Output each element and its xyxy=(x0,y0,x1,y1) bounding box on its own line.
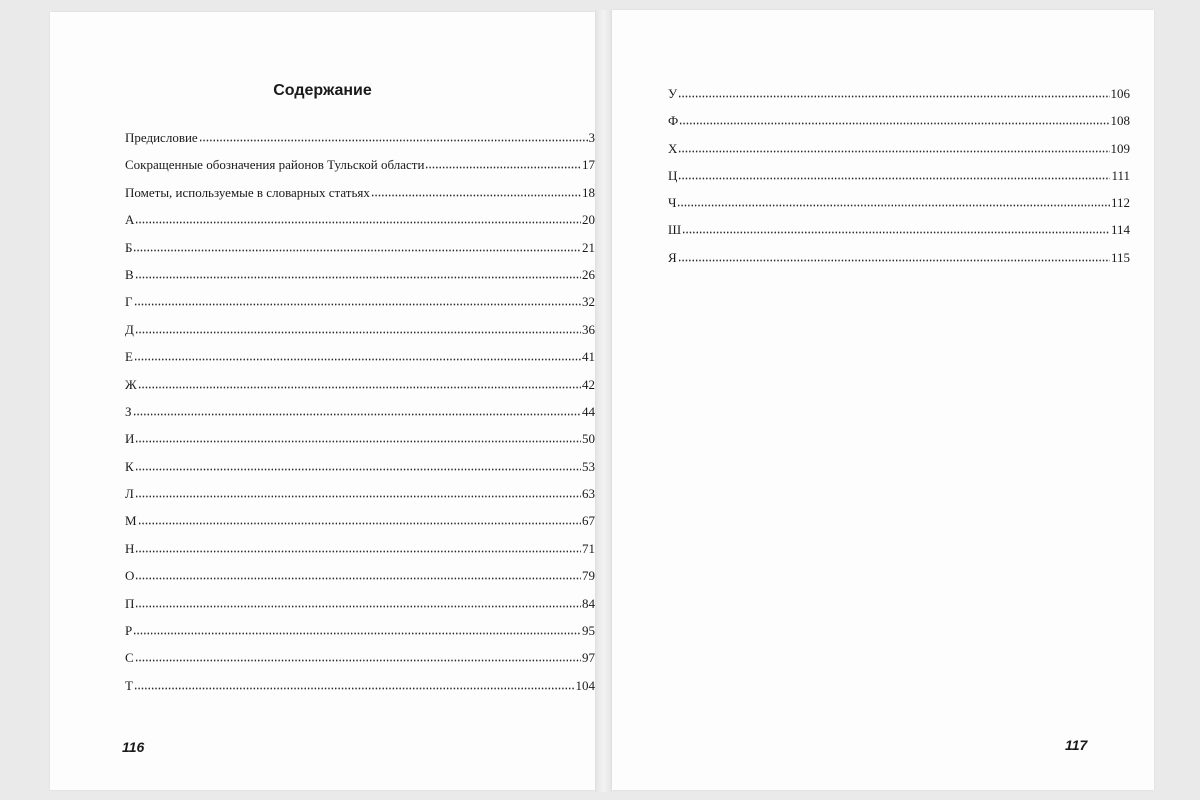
toc-entry xyxy=(668,168,1130,195)
toc-entry-label: Т xyxy=(125,677,133,693)
toc-entry xyxy=(125,596,595,623)
toc-leader-dots xyxy=(135,214,581,224)
toc-entry xyxy=(125,240,595,267)
toc-entry-label: Ф xyxy=(668,113,679,129)
page-number-left: 116 xyxy=(122,739,145,755)
toc-entry-label: Х xyxy=(668,140,678,156)
toc-entry-page: 111 xyxy=(1111,167,1130,183)
toc-entry xyxy=(125,650,595,677)
toc-entry-label: И xyxy=(125,431,135,447)
toc-entry-label: О xyxy=(125,568,135,584)
toc-entry-label: Я xyxy=(668,249,677,265)
toc-entry-page: 41 xyxy=(582,349,595,365)
toc-entry xyxy=(125,267,595,294)
toc-entry-label: М xyxy=(125,513,137,529)
toc-entry xyxy=(125,185,595,212)
toc-entry-page: 95 xyxy=(582,623,595,639)
toc-entry xyxy=(125,459,595,486)
toc-entry-page: 112 xyxy=(1110,195,1130,211)
toc-entry-page: 20 xyxy=(582,212,595,228)
toc-leader-dots xyxy=(425,159,581,169)
toc-entry-page: 18 xyxy=(582,184,595,200)
toc-entry-page: 42 xyxy=(582,376,595,392)
toc-leader-dots xyxy=(133,625,581,635)
toc-entry-page: 53 xyxy=(582,458,595,474)
toc-leader-dots xyxy=(135,543,581,553)
toc-leader-dots xyxy=(135,269,581,279)
toc-entry xyxy=(125,486,595,513)
toc-list-left xyxy=(125,130,595,705)
toc-entry-page: 17 xyxy=(582,157,595,173)
toc-leader-dots xyxy=(371,187,581,197)
toc-entry-page: 79 xyxy=(582,568,595,584)
toc-entry-label: Ж xyxy=(125,376,137,392)
toc-title: Содержание xyxy=(273,82,372,99)
toc-entry-page: 114 xyxy=(1110,222,1130,238)
toc-entry-page: 115 xyxy=(1110,249,1130,265)
toc-entry xyxy=(125,623,595,650)
toc-entry xyxy=(125,212,595,239)
toc-entry xyxy=(668,141,1130,168)
toc-leader-dots xyxy=(199,132,588,142)
toc-entry xyxy=(125,404,595,431)
toc-entry xyxy=(125,513,595,540)
toc-leader-dots xyxy=(135,598,581,608)
toc-entry-label: З xyxy=(125,403,132,419)
toc-entry-label: Д xyxy=(125,321,134,337)
toc-entry xyxy=(125,130,595,157)
toc-entry-label: С xyxy=(125,650,134,666)
toc-entry-page: 108 xyxy=(1110,113,1130,129)
toc-entry-page: 84 xyxy=(582,595,595,611)
toc-leader-dots xyxy=(138,515,581,525)
toc-leader-dots xyxy=(135,324,581,334)
book-gutter xyxy=(595,10,612,792)
toc-leader-dots xyxy=(138,379,581,389)
toc-entry-label: Предисловие xyxy=(125,130,198,145)
toc-entry xyxy=(668,113,1130,140)
toc-entry-label: Р xyxy=(125,623,133,639)
toc-entry xyxy=(125,322,595,349)
toc-entry xyxy=(125,568,595,595)
toc-leader-dots xyxy=(133,406,581,416)
toc-entry xyxy=(668,86,1130,113)
toc-entry xyxy=(125,377,595,404)
toc-leader-dots xyxy=(135,433,581,443)
toc-leader-dots xyxy=(133,242,581,252)
toc-leader-dots xyxy=(679,115,1109,125)
toc-entry-label: Б xyxy=(125,239,133,255)
toc-entry xyxy=(668,250,1130,277)
page-number-right: 117 xyxy=(1065,737,1088,753)
toc-entry xyxy=(125,349,595,376)
toc-entry-page: 109 xyxy=(1110,140,1130,156)
toc-leader-dots xyxy=(135,570,581,580)
toc-leader-dots xyxy=(135,488,581,498)
toc-leader-dots xyxy=(678,88,1109,98)
toc-leader-dots xyxy=(134,296,581,306)
toc-list-right xyxy=(668,86,1130,277)
toc-entry-label: Ц xyxy=(668,167,678,183)
toc-entry-label: П xyxy=(125,595,135,611)
toc-leader-dots xyxy=(135,652,581,662)
toc-entry-page: 104 xyxy=(575,677,595,693)
toc-entry-page: 71 xyxy=(582,540,595,556)
toc-entry-page: 26 xyxy=(582,266,595,282)
toc-leader-dots xyxy=(678,252,1110,262)
toc-entry xyxy=(668,195,1130,222)
toc-entry-page: 106 xyxy=(1110,86,1130,101)
toc-entry xyxy=(125,541,595,568)
toc-leader-dots xyxy=(677,197,1110,207)
toc-entry-page: 3 xyxy=(588,130,595,145)
toc-entry-label: Е xyxy=(125,349,133,365)
toc-entry-label: Н xyxy=(125,540,135,556)
toc-entry-label: Г xyxy=(125,294,133,310)
toc-entry-label: Ш xyxy=(668,222,682,238)
toc-entry xyxy=(125,431,595,458)
toc-leader-dots xyxy=(682,224,1110,234)
toc-entry-page: 50 xyxy=(582,431,595,447)
toc-entry xyxy=(125,294,595,321)
toc-leader-dots xyxy=(134,351,581,361)
toc-leader-dots xyxy=(678,143,1109,153)
toc-entry xyxy=(125,157,595,184)
toc-entry xyxy=(668,222,1130,249)
toc-entry-label: Сокращенные обозначения районов Тульской области xyxy=(125,157,425,173)
toc-entry-label: У xyxy=(668,86,678,101)
toc-entry-label: К xyxy=(125,458,134,474)
toc-entry-page: 36 xyxy=(582,321,595,337)
toc-entry-page: 21 xyxy=(582,239,595,255)
toc-entry-page: 97 xyxy=(582,650,595,666)
toc-entry-page: 44 xyxy=(582,403,595,419)
right-page xyxy=(612,10,1154,790)
toc-leader-dots xyxy=(678,170,1110,180)
toc-entry-label: Пометы, используемые в словарных статьях xyxy=(125,184,370,200)
left-page xyxy=(50,12,595,790)
toc-entry-page: 67 xyxy=(582,513,595,529)
toc-entry xyxy=(125,678,595,705)
toc-leader-dots xyxy=(134,680,575,690)
toc-entry-label: В xyxy=(125,266,134,282)
toc-entry-label: Ч xyxy=(668,195,677,211)
toc-entry-page: 63 xyxy=(582,486,595,502)
toc-entry-page: 32 xyxy=(582,294,595,310)
toc-entry-label: Л xyxy=(125,486,134,502)
toc-leader-dots xyxy=(135,461,581,471)
toc-entry-label: А xyxy=(125,212,135,228)
